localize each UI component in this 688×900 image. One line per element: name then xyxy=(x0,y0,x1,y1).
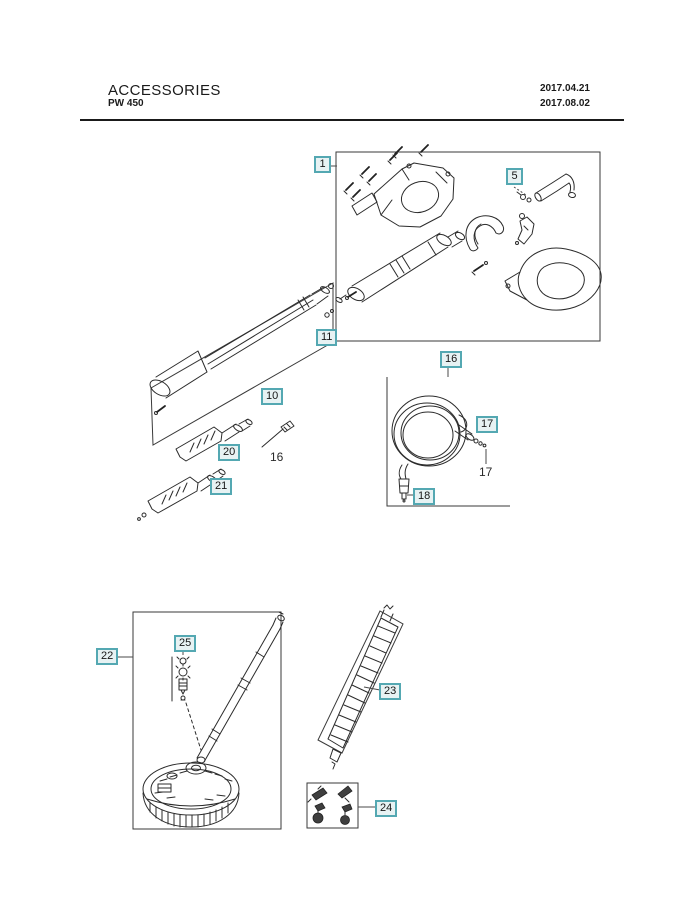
callout-25: 25 xyxy=(174,635,196,652)
patio-cleaner-drawing xyxy=(143,612,285,827)
revision-date-1: 2017.04.21 xyxy=(539,83,590,94)
callout-leader-lines xyxy=(118,166,526,807)
spray-gun-frame xyxy=(336,152,600,341)
callout-1: 1 xyxy=(314,156,331,173)
hose-frame xyxy=(387,377,510,506)
model-number: PW 450 xyxy=(108,98,144,109)
page-title: ACCESSORIES xyxy=(108,82,221,99)
callout-18: 18 xyxy=(413,488,435,505)
callout-24: 24 xyxy=(375,800,397,817)
revision-date-2: 2017.08.02 xyxy=(539,98,590,109)
callout-5: 5 xyxy=(506,168,523,185)
label-17: 17 xyxy=(479,465,493,479)
patio-cleaner-frame xyxy=(133,612,281,829)
lance-frame xyxy=(151,283,333,445)
label-16: 16 xyxy=(270,450,284,464)
spray-gun-assembly-drawing xyxy=(335,145,601,310)
nozzle-kit-drawing xyxy=(308,786,352,825)
callout-21: 21 xyxy=(210,478,232,495)
callout-17: 17 xyxy=(476,416,498,433)
callout-11: 11 xyxy=(316,329,337,346)
callout-23: 23 xyxy=(379,683,401,700)
callout-16: 16 xyxy=(440,351,462,368)
callout-20: 20 xyxy=(218,444,240,461)
cleaning-needle-drawing xyxy=(262,421,294,447)
callout-10: 10 xyxy=(261,388,283,405)
hose-drawing xyxy=(392,396,486,502)
callout-22: 22 xyxy=(96,648,118,665)
